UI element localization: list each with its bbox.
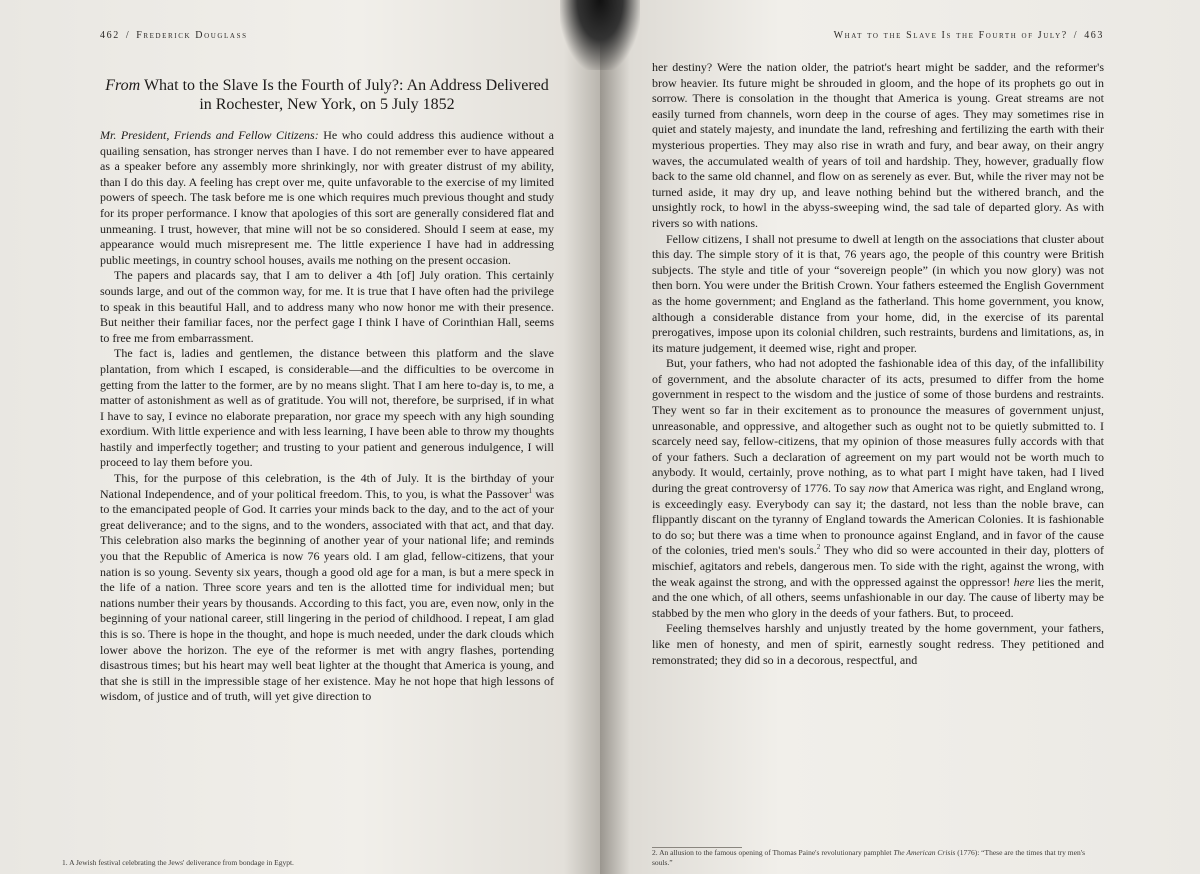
right-head-title: What to the Slave Is the Fourth of July? [833, 30, 1068, 41]
left-head-separator: / [125, 30, 131, 41]
footnote-text: 2. An allusion to the famous opening of Thomas Paine's revolutionary pamphlet [652, 848, 894, 857]
paragraph-text: that America was right, and England wrong, is exceedingly easy. Everybody can say it; the dastard, not less than the noble brave, can flippantly discant on the tyranny of England towards the American Colonies. It is fashionable to do so; but there was a time when to pronounce against England, and in favor of the cause of the colonies, tried men's souls. [652, 481, 1104, 558]
right-page [600, 0, 1200, 874]
paragraph [100, 471, 554, 705]
title-main: What to the Slave Is the Fourth of July?: An Address Delivered in Rochester, New York, on 5 July 1852 [143, 77, 549, 113]
paragraph-text: lies the merit, and the one which, of all others, seems unfashionable in our day. The cause of liberty may be stabbed by the men who glory in the deeds of your fathers. But, to proceed. [652, 574, 1104, 620]
right-page-number: 463 [1084, 30, 1104, 41]
paragraph-text: They who did so were accounted in their day, plotters of mischief, agitators and rebels, dangerous men. To side with the right, against the wrong, with the weak against the strong, and with the oppressed against the oppressor! [652, 543, 1104, 589]
right-footnote [652, 848, 1104, 868]
paragraph-text: This, for the purpose of this celebration, is the 4th of July. It is the birthday of your National Independence, and of your political freedom. This, to you, is what the Passover [100, 471, 554, 501]
paragraph: The fact is, ladies and gentlemen, the distance between this platform and the slave plantation, from which I escaped, is considerable—and the difficulties to be overcome in getting from the latter to the former, are by no means slight. That I am here to-day is, to me, a matter of astonishment as well as of gratitude. You will not, therefore, be surprised, if in what I have to say, I evince no elaborate preparation, nor grace my speech with any high sounding exordium. With little experience and with less learning, I have been able to throw my thoughts hastily and imperfectly together; and trusting to your patient and generous indulgence, I will proceed to lay them before you. [100, 346, 554, 470]
left-head-author: Frederick Douglass [136, 30, 248, 41]
title-from-word: From [105, 77, 141, 94]
paragraph-text: He who could address this audience without a quailing sensation, has stronger nerves than I have. I do not remember ever to have appeared as a speaker before any assembly more shrinkingly, nor with greater distrust of my ability, than I do this day. A feeling has crept over me, quite unfavorable to the exercise of my limited powers of speech. The task before me is one which requires much previous thought and study for its proper performance. I know that apologies of this sort are generally considered flat and unmeaning. I trust, however, that mine will not be so considered. Should I seem at ease, my appearance would much misrepresent me. The little experience I have had in addressing public meetings, in country school houses, avails me nothing on the present occasion. [100, 128, 554, 267]
paragraph [652, 356, 1104, 621]
paragraph-text: was to the emancipated people of God. It carries your minds back to the day, and to the act of your great deliverance; and to the signs, and to the wonders, associated with that act, and that day. This celebration also marks the beginning of another year of your national life; and reminds you that the Republic of America is now 76 years old. I am glad, fellow-citizens, that your nation is so young. Seventy six years, though a good old age for a man, is but a mere speck in the life of a nation. Three score years and ten is the allotted time for individual men; but nations number their years by thousands. According to this fact, you are, even now, only in the beginning of your national career, still lingering in the period of childhood. I repeat, I am glad this is so. There is hope in the thought, and hope is much needed, under the dark clouds which lower above the horizon. The eye of the reformer is met with angry flashes, portending disastrous times; but his heart may well beat lighter at the thought that America is young, and that she is still in the impressible stage of her existence. May he not hope that high lessons of wisdom, of justice and of truth, will yet give direction to [100, 486, 554, 704]
left-footnote: 1. A Jewish festival celebrating the Jews' deliverance from bondage in Egypt. [62, 858, 294, 867]
right-running-head [652, 30, 1104, 46]
right-body-text [652, 60, 1104, 668]
left-page-number: 462 [100, 30, 120, 41]
paragraph-text: But, your fathers, who had not adopted the fashionable idea of this day, of the infallibility of government, and the absolute character of its acts, presumed to differ from the home government in respect to the wisdom and the justice of some of those burdens and restraints. They went so far in their excitement as to pronounce the measures of government unjust, unreasonable, and oppressive, and altogether such as ought not to be quietly submitted to. I scarcely need say, fellow-citizens, that my opinion of those measures fully accords with that of your fathers. Such a declaration of agreement on my part would not be worth much to anybody. It would, certainly, prove nothing, as to what part I might have taken, had I lived during the great controversy of 1776. To say [652, 356, 1104, 496]
chapter-title [100, 76, 554, 114]
paragraph: Feeling themselves harshly and unjustly treated by the home government, your fathers, like men of honesty, and men of spirit, earnestly sought redress. They petitioned and remonstrated; they did so in a decorous, respectful, and [652, 621, 1104, 667]
salutation: Mr. President, Friends and Fellow Citizens: [100, 128, 319, 142]
footnote-marker: 2 [816, 543, 821, 552]
paragraph: her destiny? Were the nation older, the patriot's heart might be sadder, and the reformer's brow heavier. Its future might be shrouded in gloom, and the hope of its prophets go out in sorrow. There is consolation in the thought that America is young. Great streams are not easily turned from channels, worn deep in the course of ages. They may sometimes rise in quiet and stately majesty, and inundate the land, refreshing and fertilizing the earth with their mysterious properties. They may also rise in wrath and fury, and bear away, on their angry waves, the accumulated wealth of years of toil and hardship. They, however, gradually flow back to the same old channel, and flow on as serenely as ever. But, while the river may not be turned aside, it may dry up, and leave nothing behind but the withered branch, and the unsightly rock, to howl in the abyss-sweeping wind, the sad tale of departed glory. As with rivers so with nations. [652, 60, 1104, 230]
emphasis-now: now [868, 481, 889, 496]
footnote-work-title: The American Crisis [893, 848, 956, 857]
footnote-tail: (1776): “These are the times that try men's souls.” [652, 848, 1085, 867]
right-head-separator: / [1073, 30, 1079, 41]
left-body-text [100, 128, 554, 705]
paragraph [100, 128, 554, 268]
paragraph: The papers and placards say, that I am to deliver a 4th [of] July oration. This certainly sounds large, and out of the common way, for me. It is true that I have often had the privilege to speak in this beautiful Hall, and to address many who now honor me with their presence. But neither their familiar faces, nor the perfect gage I think I have of Corinthian Hall, seems to free me from embarrassment. [100, 268, 554, 345]
footnote-marker: 1 [528, 486, 533, 495]
paragraph: Fellow citizens, I shall not presume to dwell at length on the associations that cluster about this day. The simple story of it is that, 76 years ago, the people of this country were British subjects. The style and title of your “sovereign people” (in which you now glory) was not then born. You were under the British Crown. Your fathers esteemed the English Government as the home government; and England as the fatherland. This home government, you know, although a considerable distance from your home, did, in the exercise of its parental prerogatives, impose upon its colonial children, such restraints, burdens and limitations, as, in its mature judgement, it deemed wise, right and proper. [652, 231, 1104, 355]
left-running-head [100, 30, 554, 46]
emphasis-here: here [1013, 574, 1035, 589]
